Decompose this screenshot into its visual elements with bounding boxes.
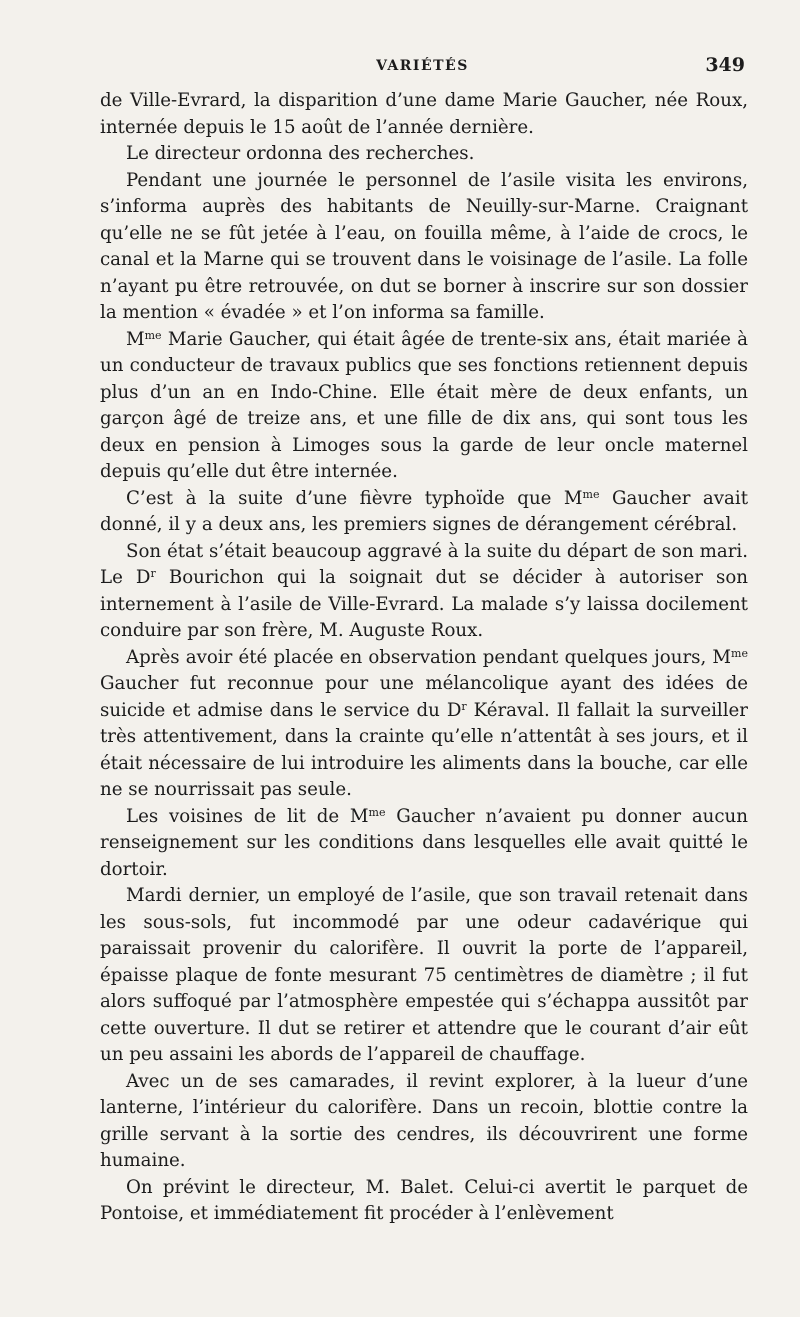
paragraph [100,645,748,804]
page-number: 349 [705,54,745,76]
paragraph [100,88,748,141]
running-title: VARIÉTÉS [376,58,469,74]
body-text [100,88,748,1228]
paragraph-text: C’est à la suite d’une fièvre typhoïde que $M^{me}$ Gaucher avait donné, il y a deux ans, les premiers signes de dérangement cérébral. [100,487,749,535]
paragraph-text: de Ville-Evrard, la disparition d’une dame Marie Gaucher, née Roux, internée depuis le 15 août de l’année dernière. [100,90,748,138]
paragraph [100,486,748,539]
paragraph [100,168,748,327]
paragraph [100,883,748,1069]
paragraph-text: Pendant une journée le personnel de l’asile visita les environs, s’informa auprès des habitants de Neuilly-sur-Marne. Craignant qu’elle ne se fût jetée à l’eau, on fouilla même, à l’aide de crocs, le canal et la Marne qui se trouvent dans le voisinage de l’asile. La folle n’ayant pu être retrouvée, on dut se borner à inscrire sur son dossier la mention « évadée » et l’on informa sa famille. [100,169,748,323]
paragraph [100,804,748,884]
paragraph-text: $M^{me}$ Marie Gaucher, qui était âgée de trente-six ans, était mariée à un conducteur de travaux publics que ses fonctions retiennent depuis plus d’un an en Indo-Chine. Elle était mère de deux enfants, un garçon âgé de treize ans, et une fille de dix ans, qui sont tous les deux en pension à Limoges sous la garde de leur oncle maternel depuis qu’elle dut être internée. [100,328,748,482]
paragraph [100,327,748,486]
paragraph-text: Les voisines de lit de $M^{me}$ Gaucher n’avaient pu donner aucun renseignement sur les conditions dans lesquelles elle avait quitté le dortoir. [100,805,748,880]
paragraph-text: Après avoir été placée en observation pendant quelques jours, $M^{me}$ Gaucher fut reconnue pour une mélancolique ayant des idées de suicide et admise dans le service du $D^r$ Kéraval. Il fallait la surveiller très attentivement, dans la crainte qu’elle n’attentât à ses jours, et il était nécessaire de lui introduire les aliments dans la bouche, car elle ne se nourrissait pas seule. [100,646,748,800]
paragraph-text: On prévint le directeur, M. Balet. Celui-ci avertit le parquet de Pontoise, et immédiatement fit procéder à l’enlèvement [100,1176,748,1224]
page-header [100,54,745,84]
paragraph-text: Le directeur ordonna des recherches. [126,143,475,164]
paragraph [100,1175,748,1228]
paragraph [100,141,748,168]
paragraph-text: Avec un de ses camarades, il revint explorer, à la lueur d’une lanterne, l’intérieur du calorifère. Dans un recoin, blottie contre la grille servant à la sortie des cendres, ils découvrirent une forme humaine. [100,1070,748,1171]
paragraph [100,539,748,645]
paragraph-text: Mardi dernier, un employé de l’asile, que son travail retenait dans les sous-sols, fut incommodé par une odeur cadavérique qui paraissait provenir du calorifère. Il ouvrit la porte de l’appareil, épaisse plaque de fonte mesurant 75 centimètres de diamètre ; il fut alors suffoqué par l’atmosphère empestée qui s’échappa aussitôt par cette ouverture. Il dut se retirer et attendre que le courant d’air eût un peu assaini les abords de l’appareil de chauffage. [100,885,748,1065]
paragraph [100,1069,748,1175]
paragraph-text: Son état s’était beaucoup aggravé à la suite du départ de son mari. Le $D^r$ Bourichon qui la soignait dut se décider à autoriser son internement à l’asile de Ville-Evrard. La malade s’y laissa docilement conduire par son frère, M. Auguste Roux. [100,540,748,641]
